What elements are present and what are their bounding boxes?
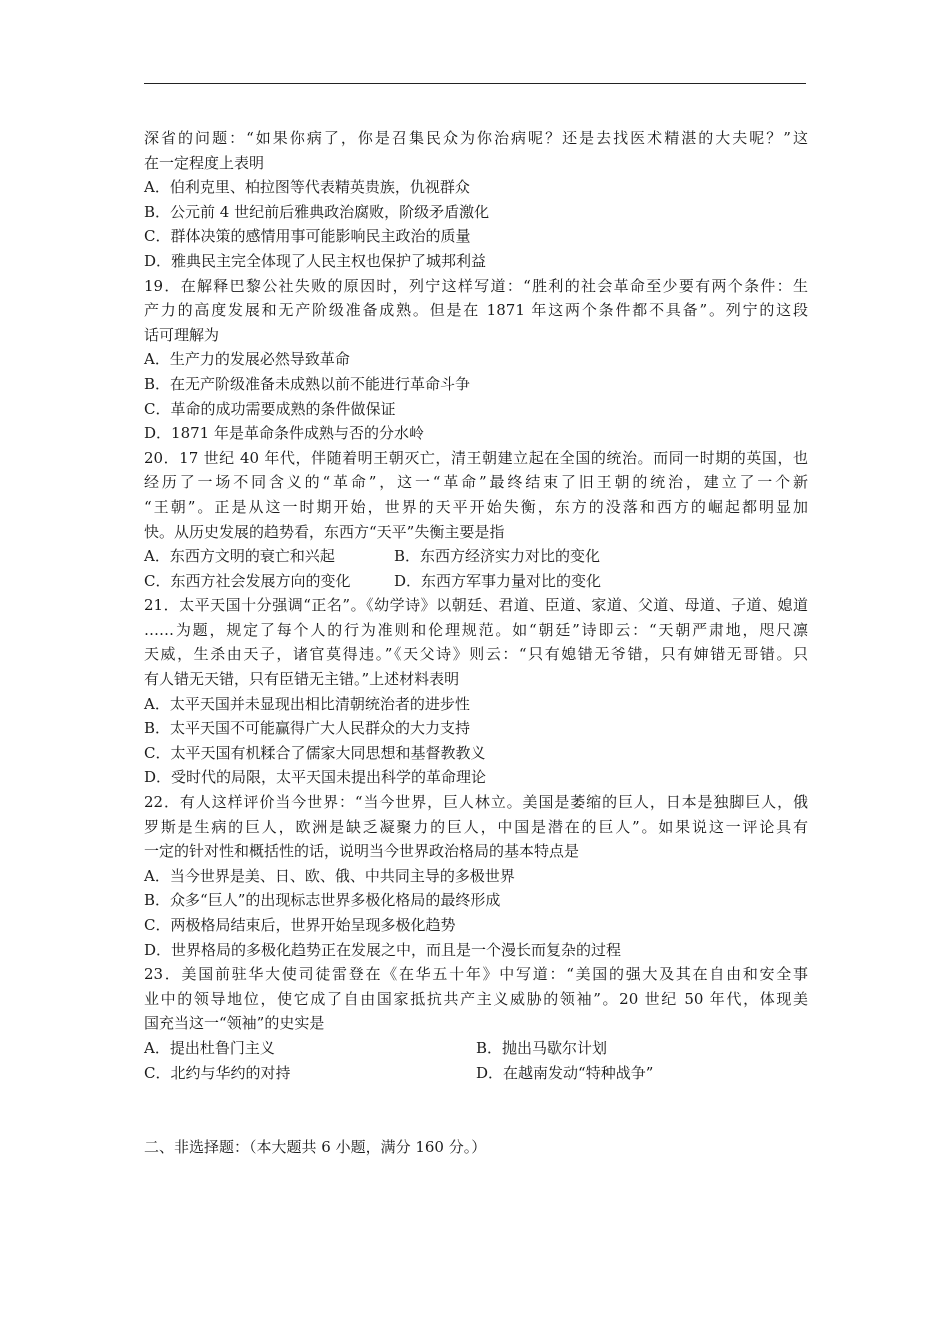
option-d: D．在越南发动“特种战争” [476,1063,654,1082]
question-stem-line: 20．17 世纪 40 年代，伴随着明王朝灭亡，清王朝建立起在全国的统治。而同一时期的英国，也 [144,448,808,467]
header-rule [144,83,806,84]
question-20 [144,446,808,594]
question-stem-line: 国充当这一“领袖”的史实是 [144,1014,325,1033]
option-a: A．东西方文明的衰亡和兴起 [144,547,335,566]
option-row [144,1036,808,1061]
option-d: D．世界格局的多极化趋势正在发展之中，而且是一个漫长而复杂的过程 [144,940,622,959]
option-d: D．受时代的局限，太平天国未提出科学的革命理论 [144,768,487,787]
question-23 [144,962,808,1085]
section-heading: 二、非选择题：（本大题共 6 小题，满分 160 分。） [144,1138,487,1157]
option-a: A．伯利克里、柏拉图等代表精英贵族，仇视群众 [144,178,470,197]
section-spacer [144,1085,808,1135]
question-stem-line: 19．在解释巴黎公社失败的原因时，列宁这样写道：“胜利的社会革命至少要有两个条件：生 [144,276,808,295]
option-b: B．公元前 4 世纪前后雅典政治腐败，阶级矛盾激化 [144,202,490,221]
question-stem-line: 22．有人这样评价当今世界：“当今世界，巨人林立。美国是萎缩的巨人，日本是独脚巨人，俄 [144,793,808,812]
question-21 [144,593,808,790]
question-stem-line: ……为题，规定了每个人的行为准则和伦理规范。如“朝廷”诗即云：“天朝严肃地，咫尺凛 [144,620,808,639]
option-d: D．东西方军事力量对比的变化 [394,571,602,590]
option-b: B．抛出马歇尔计划 [476,1038,608,1057]
question-stem-line: 经历了一场不同含义的“革命”，这一“革命”最终结束了旧王朝的统治，建立了一个新 [144,473,808,492]
question-stem-line: 在一定程度上表明 [144,153,265,172]
question-stem-line: “王朝”。正是从这一时期开始，世界的天平开始失衡，东方的没落和西方的崛起都明显加 [144,497,808,516]
question-stem-line: 21．太平天国十分强调“正名”。《幼学诗》以朝廷、君道、臣道、家道、父道、母道、子道、媳道 [144,596,808,615]
option-c: C．太平天国有机糅合了儒家大同思想和基督教教义 [144,743,486,762]
question-stem-line: 罗斯是生病的巨人，欧洲是缺乏凝聚力的巨人，中国是潜在的巨人”。如果说这一评论具有 [144,817,808,836]
exam-page-content [144,126,808,1160]
option-c: C．革命的成功需要成熟的条件做保证 [144,399,396,418]
option-c: C．群体决策的感情用事可能影响民主政治的质量 [144,227,471,246]
question-stem-line: 一定的针对性和概括性的话，说明当今世界政治格局的基本特点是 [144,842,580,861]
question-stem-line: 深省的问题：“如果你病了，你是召集民众为你治病呢？还是去找医术精湛的大夫呢？”这 [144,129,808,147]
option-d: D．雅典民主完全体现了人民主权也保护了城邦利益 [144,251,487,270]
question-stem-line: 23．美国前驻华大使司徒雷登在《在华五十年》中写道：“美国的强大及其在自由和安全事 [144,965,808,984]
option-b: B．在无产阶级准备未成熟以前不能进行革命斗争 [144,374,471,393]
option-a: A．当今世界是美、日、欧、俄、中共同主导的多极世界 [144,866,515,885]
option-row [144,544,808,569]
option-b: B．众多“巨人”的出现标志世界多极化格局的最终形成 [144,891,501,910]
question-stem-line: 有人错无天错，只有臣错无主错。”上述材料表明 [144,670,460,689]
question-19 [144,274,808,446]
option-d: D．1871 年是革命条件成熟与否的分水岭 [144,424,424,443]
option-a: A．提出杜鲁门主义 [144,1038,275,1057]
option-b: B．太平天国不可能赢得广大人民群众的大力支持 [144,719,471,738]
question-22 [144,790,808,962]
question-18 [144,126,808,274]
option-row [144,1061,808,1086]
question-stem-line: 产力的高度发展和无产阶级准备成熟。但是在 1871 年这两个条件都不具备”。列宁的这段 [144,301,808,320]
question-stem-line: 天威，生杀由天子，诸官莫得违。”《天父诗》则云：“只有媳错无爷错，只有婶错无哥错。只 [144,645,808,664]
question-stem-line: 业中的领导地位，使它成了自由国家抵抗共产主义威胁的领袖”。20 世纪 50 年代，体现美 [144,989,808,1008]
option-row [144,569,808,594]
option-a: A．太平天国并未显现出相比清朝统治者的进步性 [144,694,470,713]
option-b: B．东西方经济实力对比的变化 [394,547,601,566]
option-a: A．生产力的发展必然导致革命 [144,350,350,369]
option-c: C．东西方社会发展方向的变化 [144,571,351,590]
option-c: C．北约与华约的对持 [144,1063,291,1082]
option-c: C．两极格局结束后，世界开始呈现多极化趋势 [144,916,456,934]
question-stem-line: 快。从历史发展的趋势看，东西方“天平”失衡主要是指 [144,522,505,541]
question-stem-line: 话可理解为 [144,325,220,344]
